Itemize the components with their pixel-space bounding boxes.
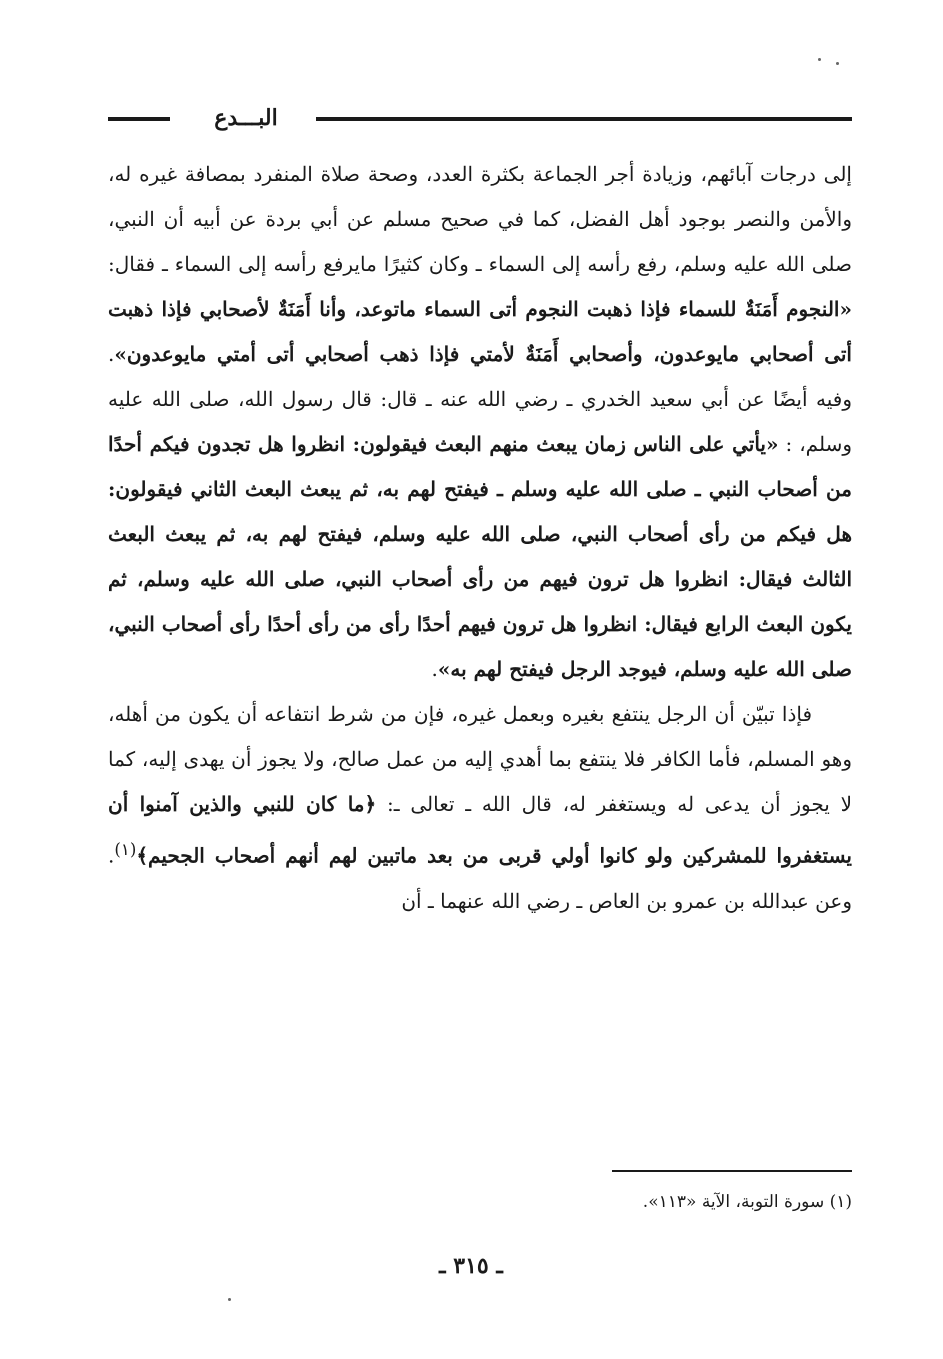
paragraph-2-intro: فإذا تبيّن أن الرجل ينتفع بغيره وبعمل غيره، فإن من شرط انتفاعه أن يكون من أهله، وهو المسلم، فأما الكافر فلا ينتفع بما أهدي إليه من عمل صالح، ولا يجوز أن يهدى إليه، كما لا يجوز أن يدعى له ويستغفر له، قال الله ـ تعالى ـ: bbox=[108, 702, 852, 816]
footnote-reference: (١) bbox=[114, 840, 137, 859]
hadith-quote-generations: «يأتي على الناس زمان يبعث منهم البعث فيقولون: انظروا هل تجدون فيكم أحدًا من أصحاب النبي ـ صلى الله عليه وسلم ـ فيفتح لهم به، ثم يبعث البعث الثاني فيقولون: هل فيكم من رأى أصحاب النبي، صلى الله عليه وسلم، فيفتح لهم به، ثم يبعث البعث الثالث فيقال: انظروا هل ترون فيهم من رأى أصحاب النبي، صلى الله عليه وسلم، ثم يكون البعث الرابع فيقال: انظروا هل ترون فيهم أحدًا رأى من رأى أحدًا رأى أصحاب النبي، صلى الله عليه وسلم، فيوجد الرجل فيفتح لهم به» bbox=[108, 432, 852, 681]
hadith-quote-stars: «النجوم أَمَنَةٌ للسماء فإذا ذهبت النجوم أتى السماء ماتوعد، وأنا أَمَنَةٌ لأصحابي فإذا ذهبت أتى أصحابي مايوعدون، وأصحابي أَمَنَةٌ لأمتي فإذا ذهب أصحابي أتى أمتي مايوعدون» bbox=[108, 297, 852, 366]
header-rule-right bbox=[316, 117, 852, 121]
paragraph-1-narration: . وفيه أيضًا عن أبي سعيد الخدري ـ رضي الله عنه ـ قال: قال رسول الله، صلى الله عليه وسلم، : bbox=[108, 342, 852, 456]
header-title: البـــدع bbox=[214, 105, 278, 131]
running-header bbox=[108, 100, 852, 140]
paragraph-2-continuation: . وعن عبدالله بن عمرو بن العاص ـ رضي الله عنهما ـ أن bbox=[108, 843, 852, 913]
quran-verse: ﴿ما كان للنبي والذين آمنوا أن يستغفروا للمشركين ولو كانوا أولي قربى من بعد ماتبين لهم أنهم أصحاب الجحيم﴾ bbox=[108, 792, 852, 868]
paragraph-1 bbox=[108, 152, 852, 692]
scan-speck bbox=[818, 58, 821, 61]
main-text bbox=[108, 152, 852, 1162]
page-number: ـ ٣١٥ ـ bbox=[439, 1253, 503, 1279]
paragraph-2 bbox=[108, 692, 852, 924]
paragraph-1-end: . bbox=[431, 657, 438, 681]
header-rule-left bbox=[108, 117, 170, 121]
paragraph-1-intro: إلى درجات آبائهم، وزيادة أجر الجماعة بكثرة العدد، وصحة صلاة المنفرد بمصافة غيره له، والأمن والنصر بوجود أهل الفضل، كما في صحيح مسلم عن أبي بردة عن أبيه أن النبي، صلى الله عليه وسلم، رفع رأسه إلى السماء ـ وكان كثيرًا مايرفع رأسه إلى السماء ـ فقال: bbox=[108, 162, 852, 276]
footnote: (١) سورة التوبة، الآية «١١٣». bbox=[642, 1192, 852, 1212]
scan-speck bbox=[836, 62, 839, 65]
scan-speck bbox=[228, 1298, 231, 1301]
footnote-divider bbox=[612, 1170, 852, 1172]
